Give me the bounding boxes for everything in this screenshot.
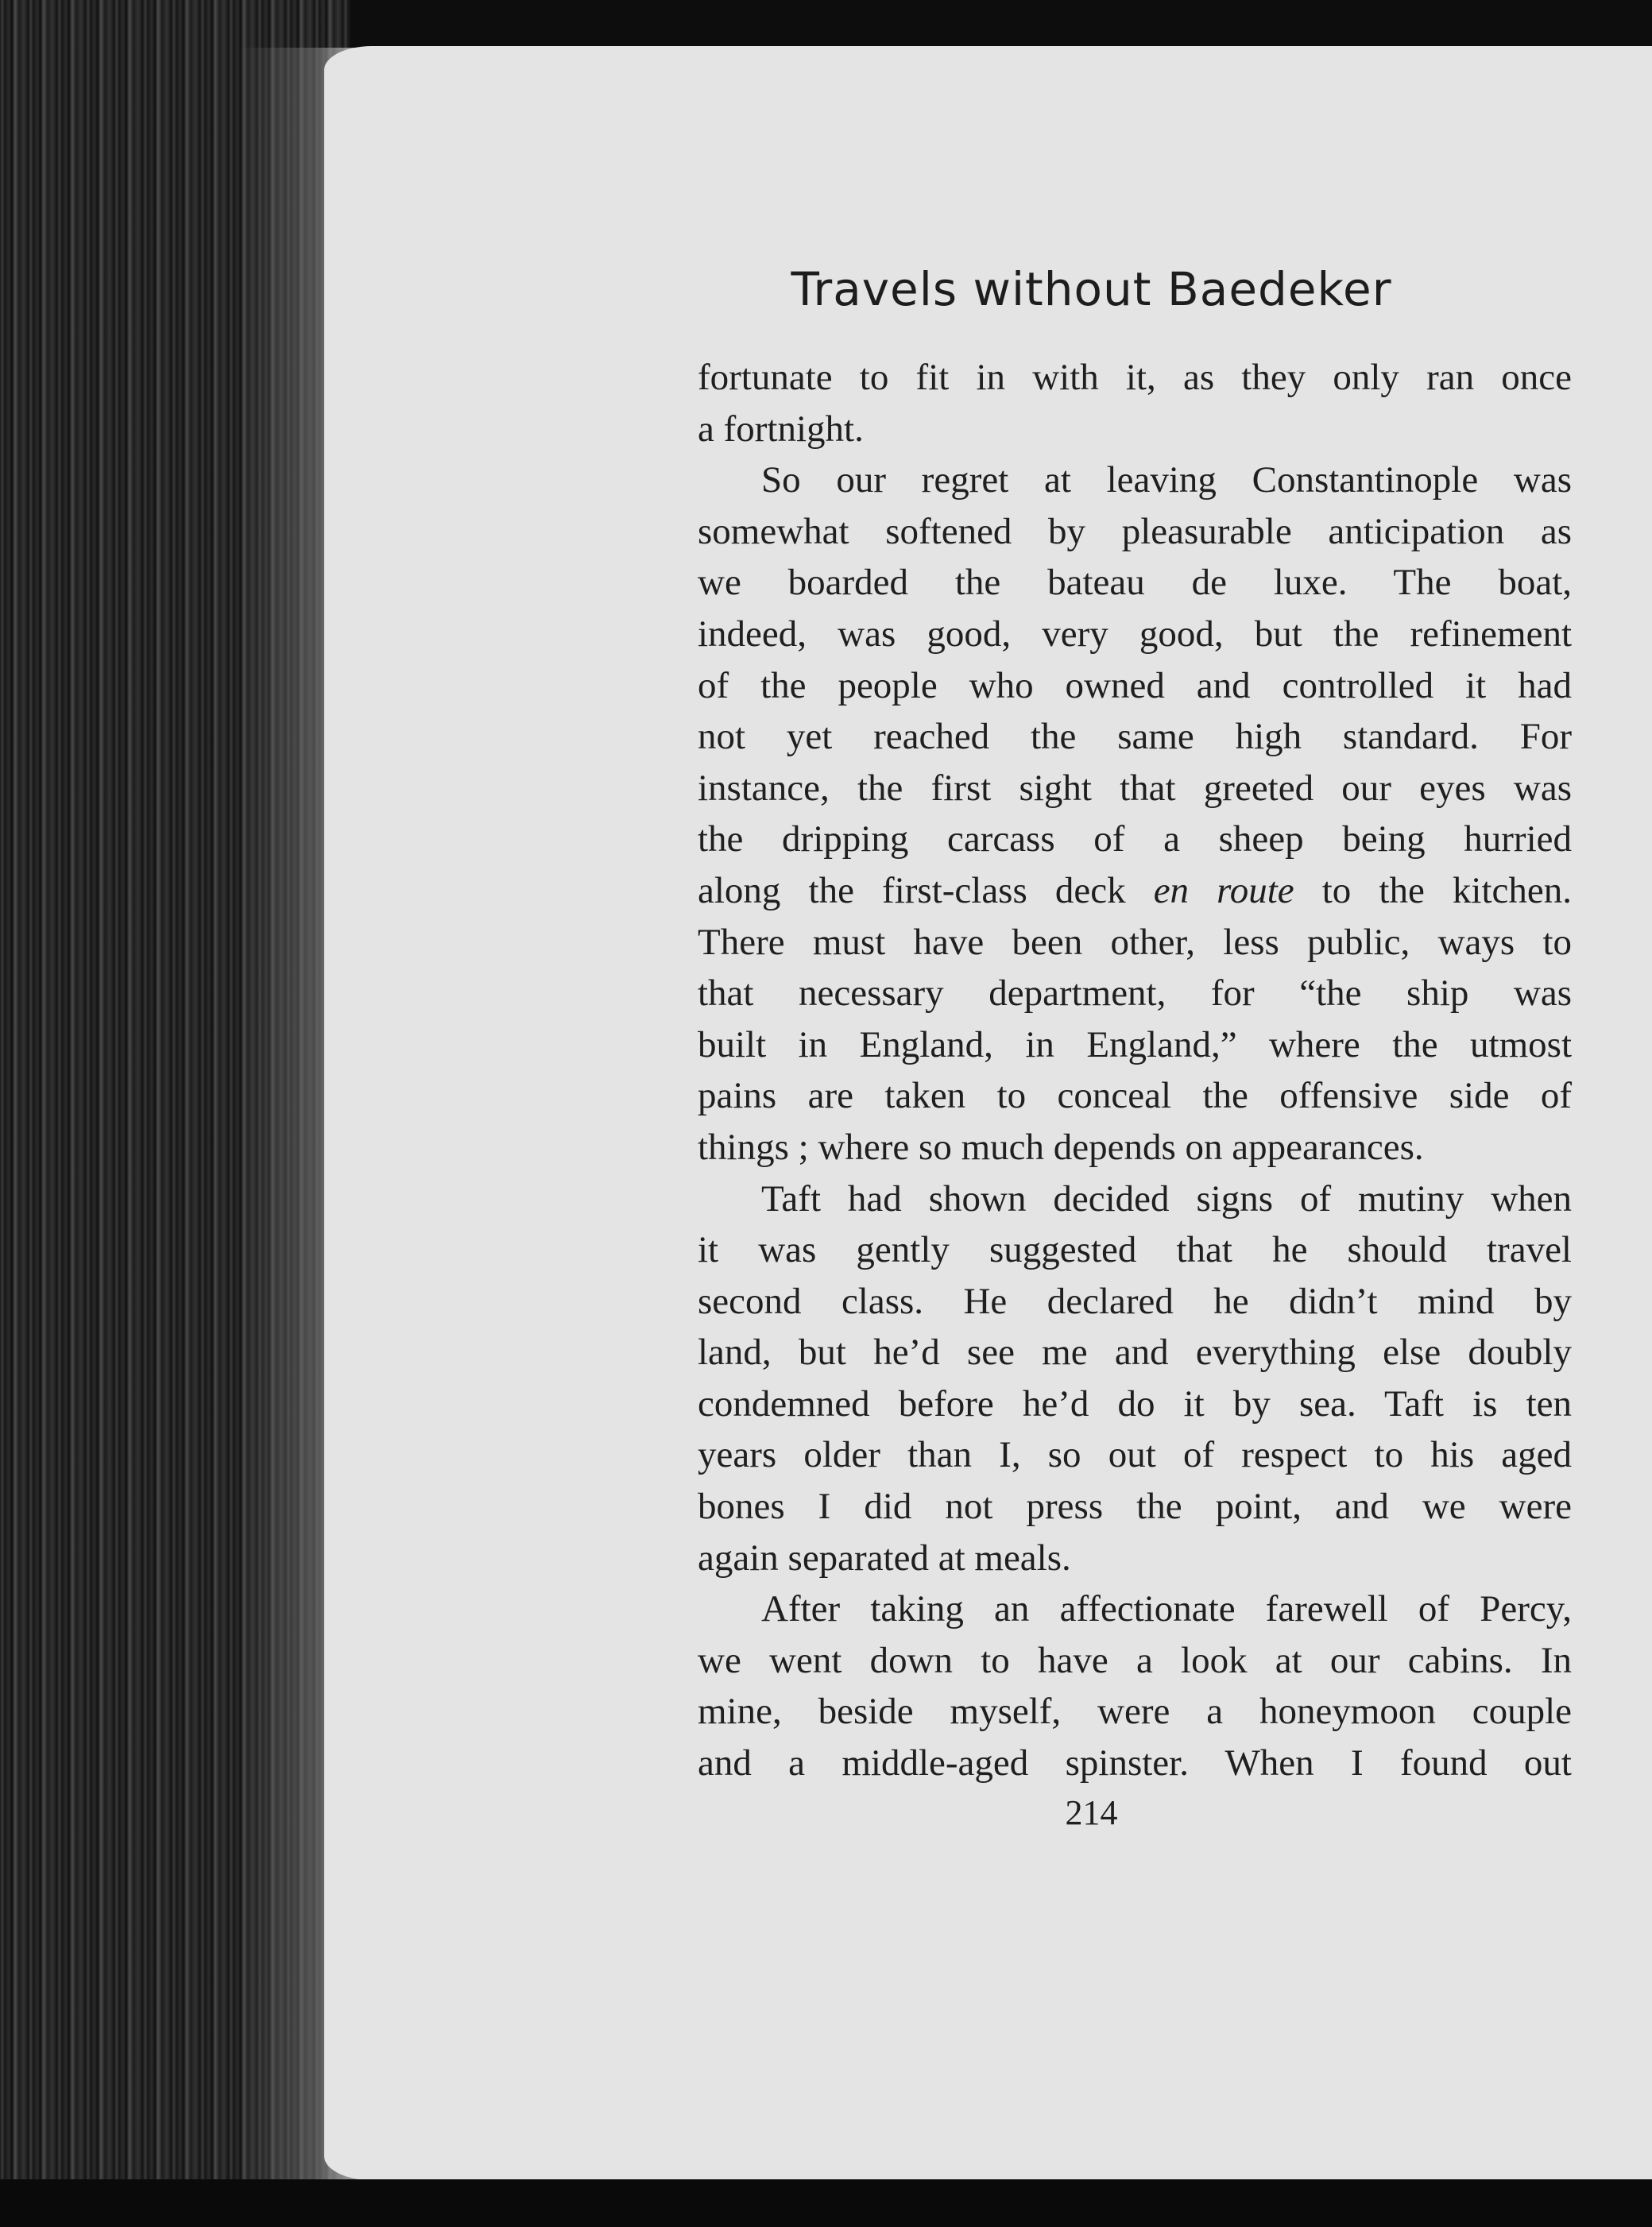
text-line: again separated at meals.: [698, 1537, 1071, 1579]
text-line: not yet reached the same high standard. For: [698, 716, 1572, 758]
text-line: bones I did not press the point, and we were: [698, 1486, 1572, 1528]
text-line: built in England, in England,” where the utmost: [698, 1023, 1572, 1065]
text-line: of the people who owned and controlled it had: [698, 664, 1572, 706]
text-line: it was gently suggested that he should travel: [698, 1229, 1572, 1271]
text-line: and a middle-aged spinster. When I found out: [698, 1742, 1572, 1784]
text-line: a fortnight.: [698, 408, 864, 450]
text-line: indeed, was good, very good, but the refinement: [698, 613, 1572, 655]
text-line: years older than I, so out of respect to his aged: [698, 1434, 1572, 1476]
text-line: There must have been other, less public, ways to: [698, 921, 1572, 963]
text-line: Taft had shown decided signs of mutiny when: [761, 1177, 1572, 1220]
text-line: pains are taken to conceal the offensive side of: [698, 1075, 1572, 1117]
text-line: condemned before he’d do it by sea. Taft is ten: [698, 1382, 1572, 1425]
page-number: 214: [1065, 1793, 1118, 1832]
text-line: fortunate to fit in with it, as they only ran once: [698, 357, 1572, 398]
text-line: land, but he’d see me and everything else doubly: [698, 1332, 1572, 1374]
text-line: along the first-class deck en route to the kitchen.: [698, 869, 1572, 911]
bottom-shadow: [0, 2179, 1652, 2227]
text-line: we boarded the bateau de luxe. The boat,: [698, 562, 1572, 604]
text-line: we went down to have a look at our cabins. In: [698, 1639, 1572, 1681]
text-line: So our regret at leaving Constantinople was: [761, 459, 1572, 501]
text-line: instance, the first sight that greeted our eyes was: [698, 767, 1572, 809]
body-text: [698, 352, 1572, 1789]
book-page: [324, 46, 1652, 2180]
text-line: somewhat softened by pleasurable anticipation as: [698, 510, 1572, 552]
text-line: the dripping carcass of a sheep being hurried: [698, 818, 1572, 860]
text-line: second class. He declared he didn’t mind by: [698, 1280, 1572, 1322]
running-head: Travels without Baedeker: [791, 262, 1392, 316]
text-line: After taking an affectionate farewell of Percy,: [761, 1588, 1572, 1630]
text-line: that necessary department, for “the ship was: [698, 972, 1572, 1015]
text-line: mine, beside myself, were a honeymoon couple: [698, 1691, 1572, 1733]
text-line: things ; where so much depends on appearances.: [698, 1126, 1424, 1168]
